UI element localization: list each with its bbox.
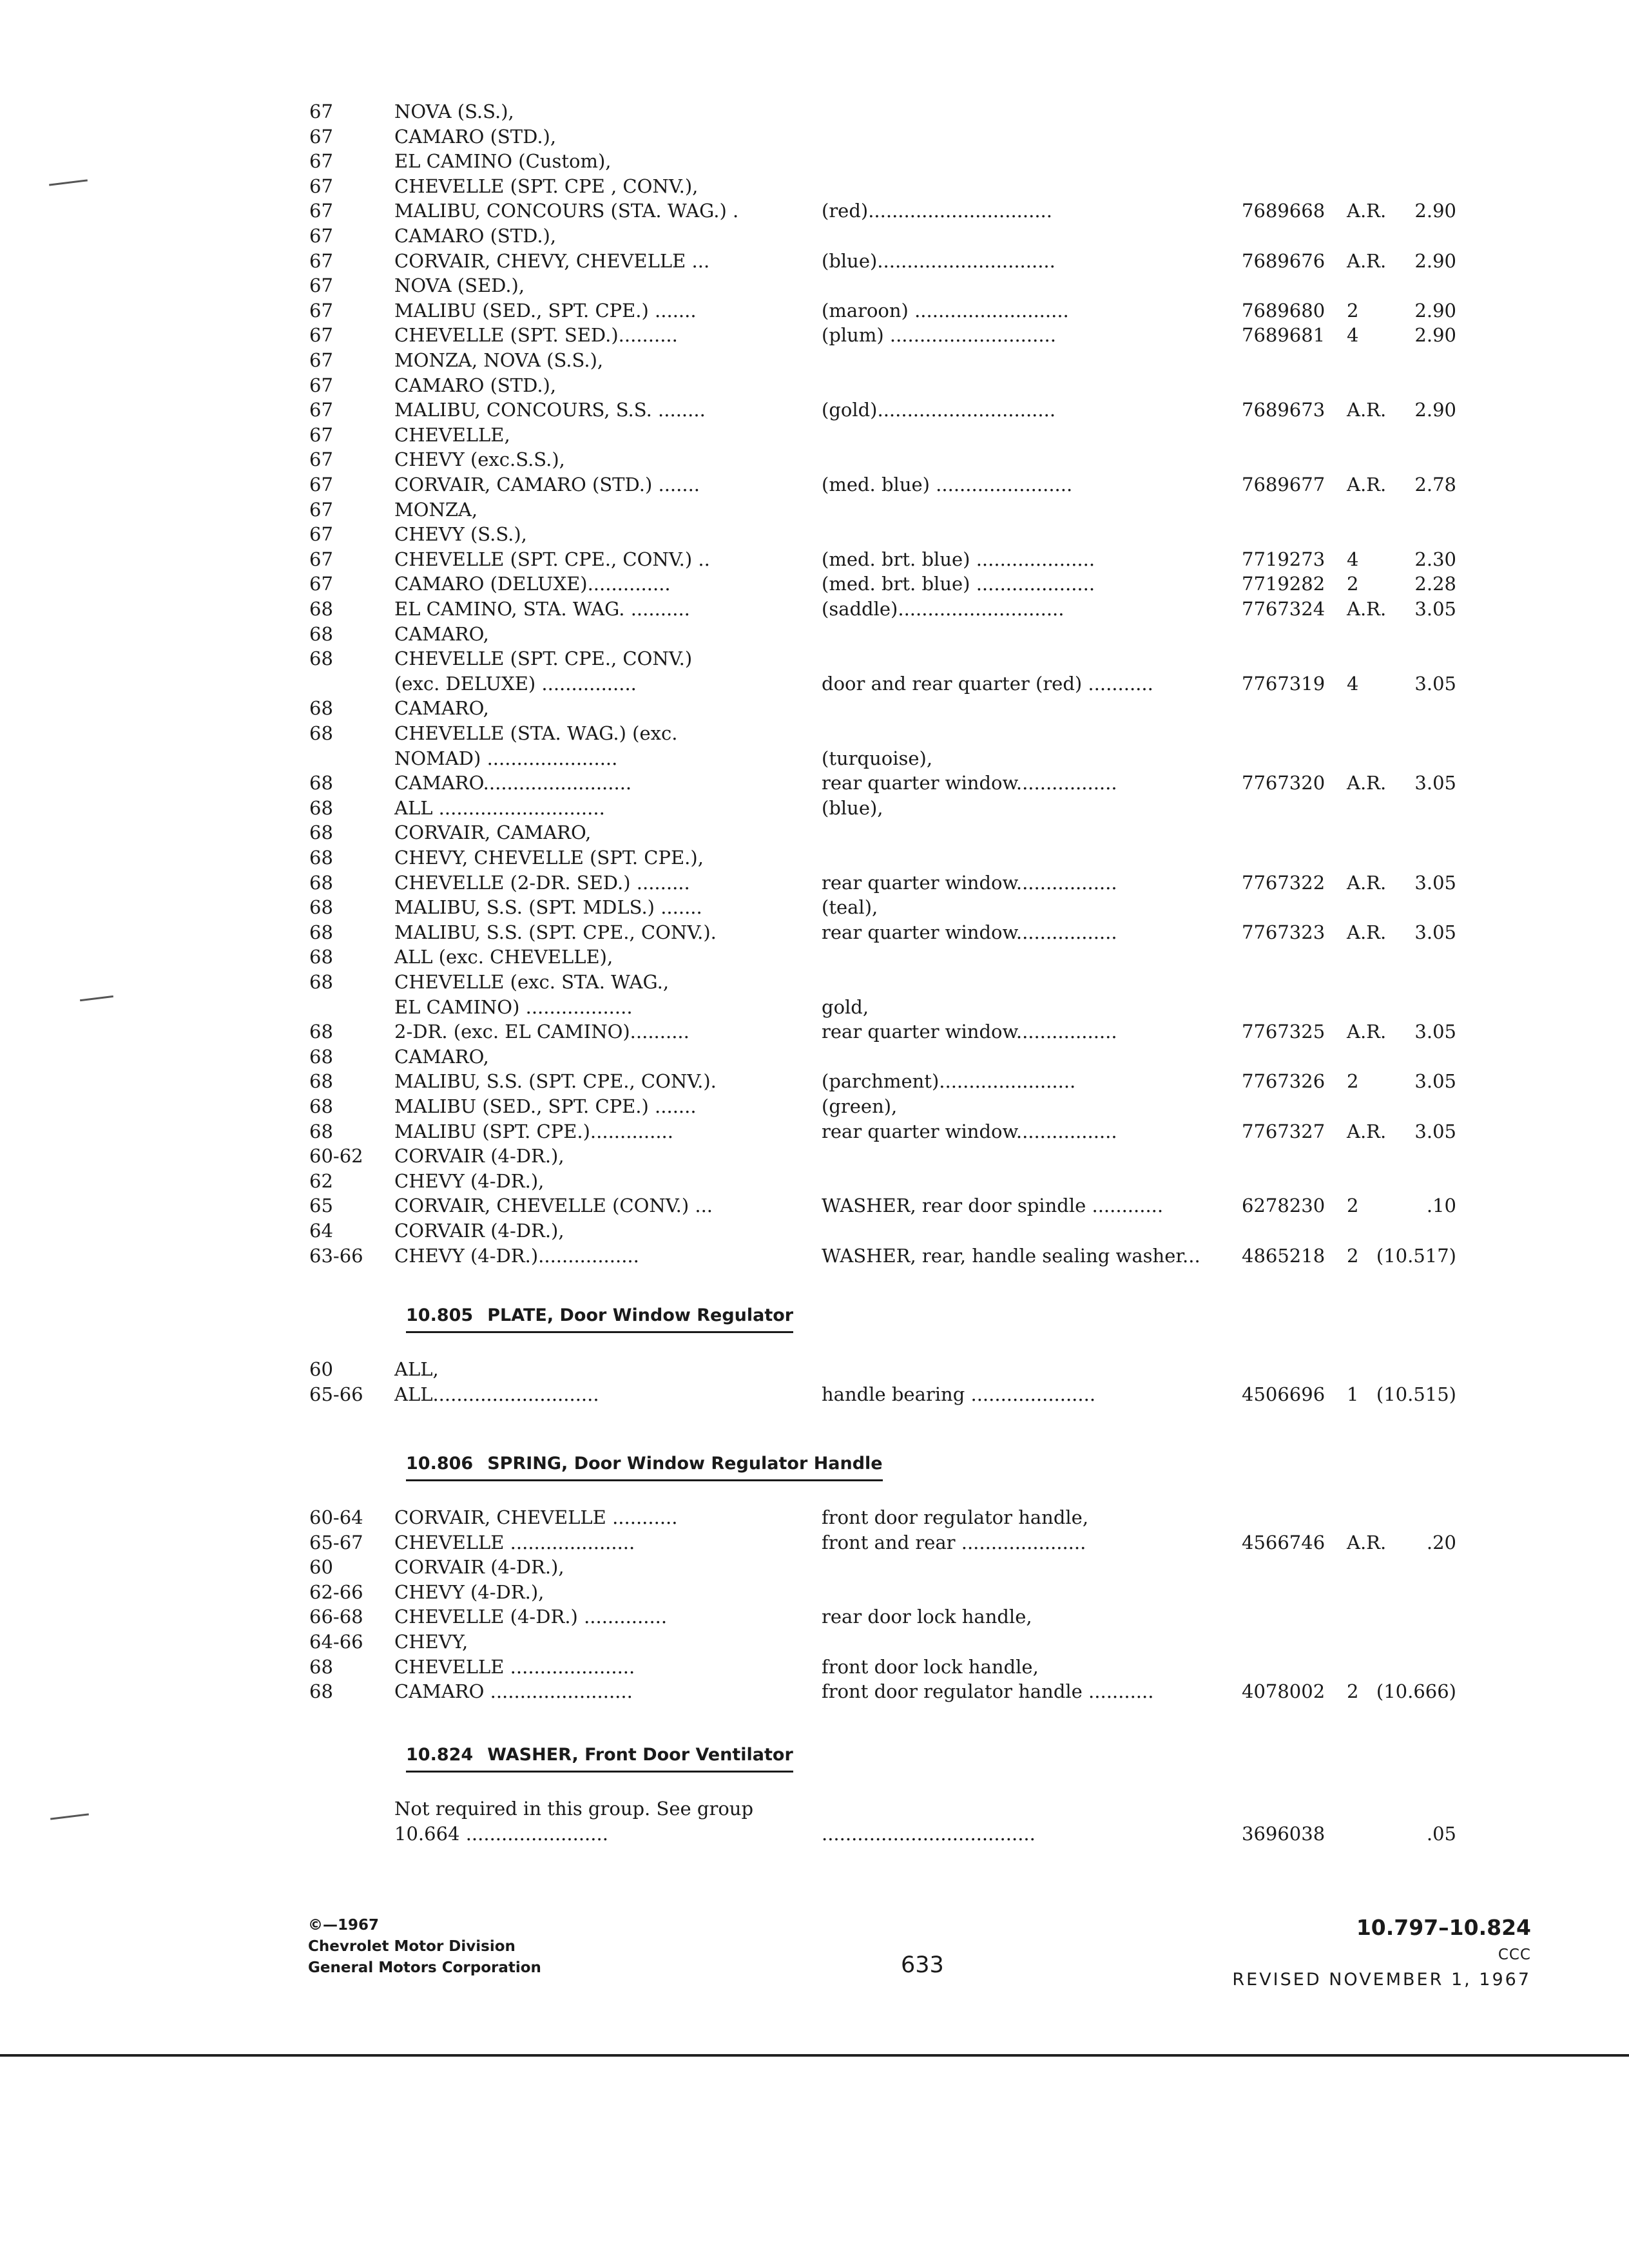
model-cell: MALIBU (SED., SPT. CPE.) ....... bbox=[394, 299, 697, 322]
year-cell: 67 bbox=[309, 225, 333, 247]
model-cell: CORVAIR (4-DR.), bbox=[394, 1220, 564, 1242]
section-number: 10.805 bbox=[406, 1305, 474, 1325]
part-number-cell: 7689680 bbox=[1242, 299, 1325, 322]
model-cell: CAMARO, bbox=[394, 622, 489, 645]
part-number-cell: 7689673 bbox=[1242, 399, 1325, 421]
model-cell: (exc. DELUXE) ................ bbox=[394, 672, 637, 695]
quantity-cell: 2 bbox=[1347, 1680, 1359, 1703]
model-cell: ALL (exc. CHEVELLE), bbox=[394, 946, 613, 968]
model-cell: CAMARO (DELUXE).............. bbox=[394, 573, 671, 595]
description-cell: front door lock handle, bbox=[822, 1655, 1039, 1678]
part-number-cell: 7689676 bbox=[1242, 249, 1325, 272]
year-cell: 67 bbox=[309, 523, 333, 546]
model-cell: EL CAMINO) .................. bbox=[394, 995, 633, 1018]
footer-left bbox=[308, 1915, 541, 1979]
parts-row bbox=[309, 1357, 1559, 1381]
year-cell: 68 bbox=[309, 1680, 333, 1703]
year-cell: 68 bbox=[309, 847, 333, 869]
parts-row bbox=[309, 1044, 1559, 1069]
model-cell: MONZA, NOVA (S.S.), bbox=[394, 349, 604, 371]
parts-row bbox=[309, 1604, 1559, 1629]
part-number-cell: 4865218 bbox=[1242, 1244, 1325, 1267]
year-cell: 62-66 bbox=[309, 1581, 363, 1603]
price-cell: (10.666) bbox=[1376, 1680, 1456, 1703]
section-number: 10.806 bbox=[406, 1454, 474, 1474]
model-cell: MONZA, bbox=[394, 498, 478, 521]
price-cell: (10.517) bbox=[1376, 1244, 1456, 1267]
year-cell: 65-67 bbox=[309, 1531, 363, 1553]
year-cell: 67 bbox=[309, 498, 333, 521]
parts-row bbox=[309, 1169, 1559, 1193]
model-cell: CORVAIR, CAMARO (STD.) ....... bbox=[394, 474, 700, 495]
quantity-cell: A.R. bbox=[1347, 871, 1387, 894]
section-title: SPRING, Door Window Regulator Handle bbox=[487, 1454, 883, 1474]
description-cell: front and rear ..................... bbox=[822, 1531, 1086, 1553]
price-cell: 2.90 bbox=[1414, 399, 1456, 421]
description-cell: (red)............................... bbox=[822, 200, 1052, 222]
description-cell: (turquoise), bbox=[822, 747, 933, 769]
part-number-cell: 4566746 bbox=[1242, 1531, 1325, 1553]
model-cell: CHEVELLE (2-DR. SED.) ......... bbox=[394, 871, 690, 894]
description-cell: (maroon) .......................... bbox=[822, 299, 1069, 322]
description-cell: (parchment)....................... bbox=[822, 1070, 1076, 1093]
year-cell: 67 bbox=[309, 349, 333, 371]
parts-row bbox=[309, 796, 1559, 820]
year-cell: 68 bbox=[309, 1070, 333, 1093]
parts-row bbox=[309, 224, 1559, 248]
part-number-cell: 7767324 bbox=[1242, 598, 1325, 620]
model-cell: CHEVELLE ..................... bbox=[394, 1655, 635, 1678]
description-cell: (teal), bbox=[822, 896, 878, 919]
year-cell: 67 bbox=[309, 101, 333, 122]
year-cell: 64-66 bbox=[309, 1631, 363, 1653]
year-cell: 67 bbox=[309, 423, 333, 446]
model-cell: CHEVY (4-DR.), bbox=[394, 1581, 545, 1603]
parts-row bbox=[309, 696, 1559, 720]
part-number-cell: 7767319 bbox=[1242, 672, 1325, 695]
parts-row bbox=[309, 1580, 1559, 1604]
part-number-cell: 7767323 bbox=[1242, 921, 1325, 943]
parts-row bbox=[309, 646, 1559, 671]
model-cell: NOVA (SED.), bbox=[394, 274, 525, 297]
quantity-cell: A.R. bbox=[1347, 249, 1387, 272]
description-cell: (blue).............................. bbox=[822, 249, 1055, 272]
quantity-cell: 2 bbox=[1347, 299, 1359, 322]
year-cell: 68 bbox=[309, 598, 333, 620]
parts-row bbox=[309, 895, 1559, 919]
price-cell: 2.90 bbox=[1414, 324, 1456, 347]
parts-row bbox=[309, 1144, 1559, 1168]
year-cell: 67 bbox=[309, 249, 333, 272]
price-cell: .05 bbox=[1426, 1822, 1456, 1845]
model-cell: CORVAIR, CHEVELLE (CONV.) ... bbox=[394, 1195, 713, 1217]
parts-row bbox=[309, 149, 1559, 173]
year-cell: 67 bbox=[309, 299, 333, 322]
description-cell: WASHER, rear, handle sealing washer... bbox=[822, 1244, 1200, 1267]
margin-mark bbox=[50, 1813, 89, 1820]
price-cell: 3.05 bbox=[1414, 1120, 1456, 1142]
model-cell: CHEVY (4-DR.)................. bbox=[394, 1244, 639, 1267]
year-cell: 67 bbox=[309, 175, 333, 197]
price-cell: .10 bbox=[1426, 1195, 1456, 1217]
parts-row bbox=[309, 995, 1559, 1019]
year-cell: 68 bbox=[309, 822, 333, 844]
year-cell: 63-66 bbox=[309, 1244, 363, 1267]
parts-row bbox=[309, 572, 1559, 596]
quantity-cell: A.R. bbox=[1347, 399, 1387, 421]
section-heading bbox=[406, 1741, 793, 1773]
part-number-cell: 4078002 bbox=[1242, 1680, 1325, 1703]
description-cell: front door regulator handle, bbox=[822, 1506, 1089, 1528]
model-cell: CHEVY, bbox=[394, 1631, 468, 1653]
model-cell: CAMARO (STD.), bbox=[394, 225, 557, 247]
parts-row bbox=[309, 1019, 1559, 1044]
parts-row bbox=[309, 845, 1559, 870]
price-cell: 3.05 bbox=[1414, 1021, 1456, 1043]
model-cell: MALIBU, CONCOURS (STA. WAG.) . bbox=[394, 200, 739, 222]
description-cell: (gold).............................. bbox=[822, 399, 1056, 421]
description-cell: WASHER, rear door spindle ............ bbox=[822, 1195, 1164, 1217]
description-cell: rear quarter window................. bbox=[822, 772, 1117, 794]
parts-row bbox=[309, 298, 1559, 323]
year-cell: 68 bbox=[309, 697, 333, 720]
model-cell: CHEVY (exc.S.S.), bbox=[394, 448, 565, 471]
quantity-cell: A.R. bbox=[1347, 921, 1387, 943]
parts-row bbox=[309, 1094, 1559, 1119]
price-cell: 2.90 bbox=[1414, 299, 1456, 322]
parts-row bbox=[309, 273, 1559, 298]
quantity-cell: 2 bbox=[1347, 1195, 1359, 1217]
parts-row bbox=[309, 1629, 1559, 1654]
description-cell: (saddle)............................ bbox=[822, 598, 1065, 620]
part-number-cell: 7689681 bbox=[1242, 324, 1325, 347]
year-cell: 60 bbox=[309, 1358, 333, 1380]
year-cell: 68 bbox=[309, 622, 333, 645]
model-cell: NOMAD) ...................... bbox=[394, 747, 618, 769]
description-cell: handle bearing ..................... bbox=[822, 1383, 1096, 1405]
parts-row bbox=[309, 497, 1559, 522]
price-cell: 3.05 bbox=[1414, 921, 1456, 943]
model-cell: MALIBU, CONCOURS, S.S. ........ bbox=[394, 399, 706, 421]
model-cell: EL CAMINO (Custom), bbox=[394, 150, 612, 173]
description-cell: front door regulator handle ........... bbox=[822, 1680, 1154, 1703]
parts-row bbox=[309, 746, 1559, 771]
price-cell: 2.30 bbox=[1414, 548, 1456, 570]
year-cell: 68 bbox=[309, 871, 333, 894]
part-number-cell: 4506696 bbox=[1242, 1383, 1325, 1405]
description-cell: (med. blue) ....................... bbox=[822, 474, 1073, 495]
model-cell: CAMARO (STD.), bbox=[394, 374, 557, 396]
year-cell: 68 bbox=[309, 796, 333, 819]
model-cell: ALL, bbox=[394, 1358, 439, 1380]
quantity-cell: 4 bbox=[1347, 548, 1359, 570]
quantity-cell: 2 bbox=[1347, 1244, 1359, 1267]
section-number: 10.824 bbox=[406, 1745, 474, 1765]
description-cell: (blue), bbox=[822, 796, 883, 819]
description-cell: rear quarter window................. bbox=[822, 921, 1117, 943]
quantity-cell: 2 bbox=[1347, 1070, 1359, 1093]
year-cell: 68 bbox=[309, 946, 333, 968]
description-cell: (med. brt. blue) .................... bbox=[822, 573, 1095, 595]
quantity-cell: 4 bbox=[1347, 672, 1359, 695]
margin-mark bbox=[49, 179, 88, 186]
year-cell: 60-64 bbox=[309, 1506, 363, 1528]
quantity-cell: A.R. bbox=[1347, 598, 1387, 620]
margin-mark bbox=[80, 995, 113, 1001]
parts-row bbox=[309, 1796, 1559, 1821]
model-cell: CAMARO......................... bbox=[394, 772, 632, 794]
model-cell: CHEVELLE (exc. STA. WAG., bbox=[394, 971, 670, 993]
model-cell: 2-DR. (exc. EL CAMINO).......... bbox=[394, 1021, 689, 1043]
model-cell: ALL............................ bbox=[394, 1383, 599, 1405]
parts-row bbox=[309, 1821, 1559, 1846]
bottom-rule bbox=[0, 2054, 1629, 2057]
quantity-cell: A.R. bbox=[1347, 200, 1387, 222]
quantity-cell: A.R. bbox=[1347, 1021, 1387, 1043]
year-cell: 67 bbox=[309, 150, 333, 173]
description-cell: rear quarter window................. bbox=[822, 871, 1117, 894]
price-cell: 2.78 bbox=[1414, 474, 1456, 495]
section-title: PLATE, Door Window Regulator bbox=[487, 1305, 794, 1325]
price-cell: 2.28 bbox=[1414, 573, 1456, 595]
model-cell: CORVAIR, CHEVY, CHEVELLE ... bbox=[394, 249, 710, 272]
parts-row bbox=[309, 398, 1559, 422]
year-cell: 67 bbox=[309, 324, 333, 347]
model-cell: MALIBU (SPT. CPE.).............. bbox=[394, 1120, 673, 1142]
year-cell: 65 bbox=[309, 1195, 333, 1217]
parts-row bbox=[309, 671, 1559, 696]
description-cell: rear quarter window................. bbox=[822, 1120, 1117, 1142]
model-cell: CAMARO (STD.), bbox=[394, 125, 557, 148]
part-number-cell: 7767325 bbox=[1242, 1021, 1325, 1043]
model-cell: CHEVELLE (SPT. CPE., CONV.) .. bbox=[394, 548, 710, 570]
year-cell: 68 bbox=[309, 1021, 333, 1043]
year-cell: 68 bbox=[309, 1120, 333, 1142]
model-cell: CHEVY (4-DR.), bbox=[394, 1169, 545, 1192]
model-cell: MALIBU, S.S. (SPT. CPE., CONV.). bbox=[394, 921, 717, 943]
parts-row bbox=[309, 945, 1559, 969]
model-cell: CHEVELLE (STA. WAG.) (exc. bbox=[394, 722, 678, 744]
price-cell: (10.515) bbox=[1376, 1383, 1456, 1405]
section-heading bbox=[406, 1450, 883, 1481]
parts-row bbox=[309, 174, 1559, 198]
description-cell: door and rear quarter (red) ........... bbox=[822, 672, 1153, 695]
section-title: WASHER, Front Door Ventilator bbox=[487, 1745, 793, 1765]
section-heading bbox=[406, 1302, 793, 1333]
corporation-name: General Motors Corporation bbox=[308, 1959, 541, 1976]
quantity-cell: 2 bbox=[1347, 573, 1359, 595]
revision-date: REVISED NOVEMBER 1, 1967 bbox=[1232, 1970, 1531, 1990]
parts-row bbox=[309, 1505, 1559, 1530]
parts-row bbox=[309, 1679, 1559, 1704]
parts-row bbox=[309, 870, 1559, 895]
year-cell: 60-62 bbox=[309, 1145, 363, 1168]
parts-row bbox=[309, 1193, 1559, 1218]
parts-row bbox=[309, 323, 1559, 347]
footer-right bbox=[1232, 1914, 1531, 1992]
year-cell: 68 bbox=[309, 1095, 333, 1117]
year-cell: 68 bbox=[309, 1045, 333, 1068]
year-cell: 68 bbox=[309, 971, 333, 993]
year-cell: 67 bbox=[309, 374, 333, 396]
model-cell: Not required in this group. See group bbox=[394, 1798, 754, 1820]
part-number-cell: 7689677 bbox=[1242, 474, 1325, 495]
model-cell: CHEVELLE (SPT. CPE , CONV.), bbox=[394, 175, 699, 197]
quantity-cell: A.R. bbox=[1347, 772, 1387, 794]
model-cell: MALIBU, S.S. (SPT. CPE., CONV.). bbox=[394, 1070, 717, 1093]
model-cell: CHEVELLE (4-DR.) .............. bbox=[394, 1606, 668, 1628]
description-cell: (med. brt. blue) .................... bbox=[822, 548, 1095, 570]
parts-row bbox=[309, 970, 1559, 994]
division-name: Chevrolet Motor Division bbox=[308, 1938, 516, 1955]
parts-row bbox=[309, 472, 1559, 497]
parts-row bbox=[309, 522, 1559, 546]
model-cell: EL CAMINO, STA. WAG. .......... bbox=[394, 598, 690, 620]
price-cell: .20 bbox=[1426, 1531, 1456, 1553]
group-range: 10.797–10.824 bbox=[1356, 1915, 1531, 1940]
parts-row bbox=[309, 1530, 1559, 1555]
year-cell: 68 bbox=[309, 921, 333, 943]
price-cell: 2.90 bbox=[1414, 249, 1456, 272]
price-cell: 3.05 bbox=[1414, 871, 1456, 894]
model-cell: CORVAIR (4-DR.), bbox=[394, 1556, 564, 1579]
part-number-cell: 7767320 bbox=[1242, 772, 1325, 794]
part-number-cell: 7689668 bbox=[1242, 200, 1325, 222]
year-cell: 65-66 bbox=[309, 1383, 363, 1405]
parts-row bbox=[309, 721, 1559, 745]
price-cell: 3.05 bbox=[1414, 672, 1456, 695]
year-cell: 62 bbox=[309, 1169, 333, 1192]
quantity-cell: A.R. bbox=[1347, 1120, 1387, 1142]
model-cell: CHEVELLE ..................... bbox=[394, 1531, 635, 1553]
parts-row bbox=[309, 373, 1559, 398]
model-cell: CHEVY, CHEVELLE (SPT. CPE.), bbox=[394, 847, 704, 869]
description-cell: (plum) ............................ bbox=[822, 324, 1056, 347]
description-cell: rear quarter window................. bbox=[822, 1021, 1117, 1043]
parts-row bbox=[309, 423, 1559, 447]
description-cell: gold, bbox=[822, 995, 869, 1018]
part-number-cell: 3696038 bbox=[1242, 1822, 1325, 1845]
year-cell: 68 bbox=[309, 896, 333, 919]
price-cell: 2.90 bbox=[1414, 200, 1456, 222]
parts-row bbox=[309, 1119, 1559, 1144]
year-cell: 68 bbox=[309, 772, 333, 794]
model-cell: CAMARO, bbox=[394, 1045, 489, 1068]
year-cell: 67 bbox=[309, 448, 333, 471]
model-cell: CHEVY (S.S.), bbox=[394, 523, 527, 546]
price-cell: 3.05 bbox=[1414, 772, 1456, 794]
year-cell: 67 bbox=[309, 573, 333, 595]
part-number-cell: 7719282 bbox=[1242, 573, 1325, 595]
parts-row bbox=[309, 547, 1559, 572]
quantity-cell: A.R. bbox=[1347, 1531, 1387, 1553]
model-cell: CHEVELLE (SPT. SED.).......... bbox=[394, 324, 678, 347]
parts-row bbox=[309, 249, 1559, 273]
model-cell: 10.664 ........................ bbox=[394, 1822, 608, 1845]
quantity-cell: 1 bbox=[1347, 1383, 1359, 1405]
parts-row bbox=[309, 771, 1559, 795]
year-cell: 67 bbox=[309, 125, 333, 148]
year-cell: 64 bbox=[309, 1220, 333, 1242]
parts-row bbox=[309, 820, 1559, 845]
year-cell: 67 bbox=[309, 399, 333, 421]
parts-row bbox=[309, 348, 1559, 372]
model-cell: CAMARO, bbox=[394, 697, 489, 720]
year-cell: 60 bbox=[309, 1556, 333, 1579]
model-cell: CORVAIR (4-DR.), bbox=[394, 1145, 564, 1168]
copyright: ©—1967 bbox=[308, 1917, 380, 1934]
year-cell: 66-68 bbox=[309, 1606, 363, 1628]
model-cell: NOVA (S.S.), bbox=[394, 101, 514, 122]
description-cell: (green), bbox=[822, 1095, 898, 1117]
year-cell: 67 bbox=[309, 274, 333, 297]
description-cell: .................................... bbox=[822, 1822, 1036, 1845]
parts-row bbox=[309, 124, 1559, 149]
year-cell: 68 bbox=[309, 1655, 333, 1678]
page-number: 633 bbox=[901, 1952, 944, 1978]
part-number-cell: 7767327 bbox=[1242, 1120, 1325, 1142]
parts-row bbox=[309, 597, 1559, 621]
model-cell: CORVAIR, CHEVELLE ........... bbox=[394, 1506, 678, 1528]
year-cell: 68 bbox=[309, 648, 333, 670]
parts-row bbox=[309, 99, 1559, 124]
price-cell: 3.05 bbox=[1414, 1070, 1456, 1093]
part-number-cell: 7767322 bbox=[1242, 871, 1325, 894]
part-number-cell: 7719273 bbox=[1242, 548, 1325, 570]
parts-row bbox=[309, 198, 1559, 223]
parts-row bbox=[309, 1382, 1559, 1407]
part-number-cell: 6278230 bbox=[1242, 1195, 1325, 1217]
model-cell: CAMARO ........................ bbox=[394, 1680, 633, 1703]
price-cell: 3.05 bbox=[1414, 598, 1456, 620]
year-cell: 68 bbox=[309, 722, 333, 744]
year-cell: 67 bbox=[309, 474, 333, 495]
quantity-cell: 4 bbox=[1347, 324, 1359, 347]
model-cell: MALIBU, S.S. (SPT. MDLS.) ....... bbox=[394, 896, 702, 919]
parts-row bbox=[309, 447, 1559, 472]
parts-row bbox=[309, 1244, 1559, 1268]
parts-row bbox=[309, 1069, 1559, 1093]
model-cell: CHEVELLE, bbox=[394, 423, 510, 446]
model-cell: MALIBU (SED., SPT. CPE.) ....... bbox=[394, 1095, 697, 1117]
catalog-code: CCC bbox=[1498, 1946, 1531, 1963]
year-cell: 67 bbox=[309, 200, 333, 222]
parts-row bbox=[309, 920, 1559, 945]
model-cell: CHEVELLE (SPT. CPE., CONV.) bbox=[394, 648, 693, 670]
description-cell: rear door lock handle, bbox=[822, 1606, 1032, 1628]
parts-row bbox=[309, 622, 1559, 646]
model-cell: ALL ............................ bbox=[394, 796, 605, 819]
model-cell: CORVAIR, CAMARO, bbox=[394, 822, 592, 844]
parts-row bbox=[309, 1655, 1559, 1679]
part-number-cell: 7767326 bbox=[1242, 1070, 1325, 1093]
year-cell: 67 bbox=[309, 548, 333, 570]
quantity-cell: A.R. bbox=[1347, 474, 1387, 495]
parts-row bbox=[309, 1555, 1559, 1579]
parts-row bbox=[309, 1218, 1559, 1243]
